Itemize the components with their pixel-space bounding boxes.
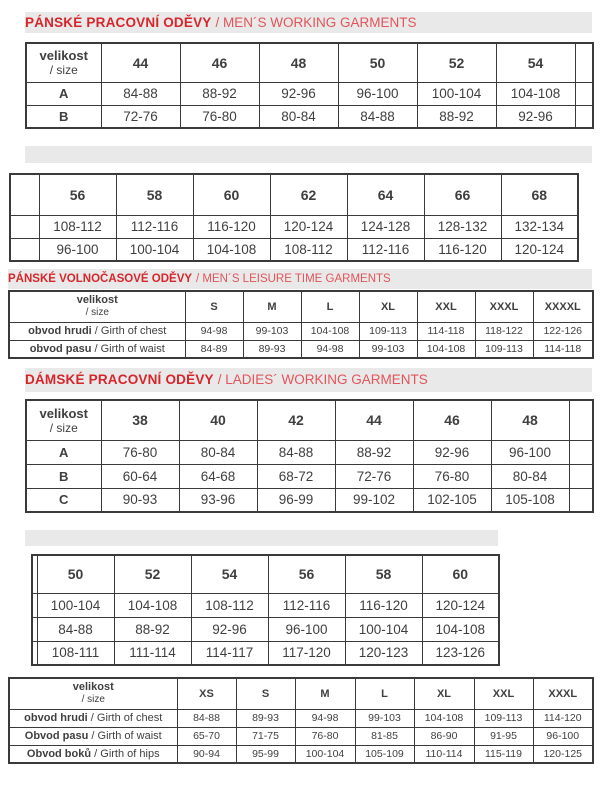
size-corner-cell	[26, 400, 101, 440]
value-cell: 76-80	[180, 105, 259, 128]
value-cell: 117-120	[268, 641, 345, 665]
size-header-cell: 54	[496, 43, 575, 82]
value-cell: 104-108	[114, 593, 191, 617]
size-header-cell: M	[295, 678, 355, 709]
size-corner-cell	[26, 43, 101, 82]
value-cell: 122-126	[533, 322, 593, 340]
row-label-cell: B	[26, 464, 101, 488]
value-cell: 99-102	[335, 488, 413, 512]
value-cell: 110-114	[414, 745, 474, 763]
size-header-cell: 56	[39, 174, 116, 215]
table-mens-leisure-sizes	[8, 290, 594, 359]
corner-label-english: / size	[85, 307, 109, 319]
value-cell: 100-104	[295, 745, 355, 763]
value-cell: 108-111	[37, 641, 114, 665]
size-header-cell: XL	[359, 291, 417, 322]
size-header-cell: 64	[347, 174, 424, 215]
value-cell: 94-98	[295, 709, 355, 727]
value-cell: 81-85	[355, 727, 414, 745]
clipped-column-cell	[569, 464, 593, 488]
value-cell: 80-84	[259, 105, 338, 128]
size-header-cell: XXL	[474, 678, 533, 709]
section-title-czech: PÁNSKÉ VOLNOČASOVÉ ODĚVY	[8, 273, 193, 285]
corner-label-english: / size	[49, 63, 78, 78]
table-row	[9, 709, 593, 727]
row-label-english: / Girth of waist	[88, 730, 162, 742]
value-cell: 96-99	[257, 488, 335, 512]
row-label-czech: Obvod pasu	[24, 730, 89, 742]
value-cell: 104-108	[417, 340, 475, 358]
size-header-cell: 52	[114, 555, 191, 593]
value-cell: 92-96	[259, 82, 338, 105]
corner-label-english: / size	[49, 420, 78, 435]
value-cell: 108-112	[39, 215, 116, 238]
size-header-cell: XXXL	[533, 678, 593, 709]
size-header-cell: 44	[335, 400, 413, 440]
size-header-cell: 66	[424, 174, 501, 215]
value-cell: 109-113	[359, 322, 417, 340]
value-cell: 94-98	[185, 322, 243, 340]
value-cell: 76-80	[413, 464, 491, 488]
corner-label-english: / size	[81, 694, 105, 706]
value-cell: 99-103	[359, 340, 417, 358]
value-cell: 68-72	[257, 464, 335, 488]
value-cell: 72-76	[335, 464, 413, 488]
size-header-cell: 46	[413, 400, 491, 440]
value-cell: 90-93	[101, 488, 179, 512]
value-cell: 84-88	[257, 440, 335, 464]
value-cell: 89-93	[236, 709, 295, 727]
value-cell: 88-92	[335, 440, 413, 464]
size-header-cell: 52	[417, 43, 496, 82]
row-label-english: / Girth of waist	[91, 342, 165, 355]
row-label-cell	[9, 322, 185, 340]
value-cell: 120-124	[270, 215, 347, 238]
size-header-cell: S	[185, 291, 243, 322]
row-label-cell	[9, 340, 185, 358]
size-header-cell: 44	[101, 43, 180, 82]
value-cell: 104-108	[193, 238, 270, 261]
table-row	[10, 238, 578, 261]
value-cell: 104-108	[301, 322, 359, 340]
value-cell: 89-93	[243, 340, 301, 358]
value-cell: 86-90	[414, 727, 474, 745]
value-cell: 109-113	[474, 709, 533, 727]
value-cell: 132-134	[501, 215, 578, 238]
value-cell: 112-116	[268, 593, 345, 617]
section-title-czech: DÁMSKÉ PRACOVNÍ ODĚVY	[25, 372, 214, 387]
row-label-cell: A	[26, 82, 101, 105]
value-cell: 116-120	[424, 238, 501, 261]
table-row	[32, 641, 499, 665]
size-header-cell: 58	[345, 555, 422, 593]
table-row	[10, 215, 578, 238]
size-corner-cell	[9, 291, 185, 322]
value-cell: 115-119	[474, 745, 533, 763]
value-cell: 120-124	[501, 238, 578, 261]
value-cell: 88-92	[417, 105, 496, 128]
value-cell: 114-118	[417, 322, 475, 340]
corner-label-czech: velikost	[39, 405, 88, 421]
size-header-cell: 48	[259, 43, 338, 82]
value-cell: 120-123	[345, 641, 422, 665]
value-cell: 108-112	[270, 238, 347, 261]
value-cell: 109-113	[475, 340, 533, 358]
value-cell: 96-100	[491, 440, 569, 464]
value-cell: 112-116	[116, 215, 193, 238]
section-title-mens-working	[25, 12, 592, 33]
table-ladies-working-sizes-50-60	[31, 554, 500, 666]
corner-label-czech: velikost	[39, 48, 88, 64]
clipped-column-cell	[575, 82, 593, 105]
section-title-mens-leisure	[8, 269, 592, 289]
value-cell: 60-64	[101, 464, 179, 488]
value-cell: 65-70	[177, 727, 236, 745]
value-cell: 114-120	[533, 709, 593, 727]
value-cell: 104-108	[414, 709, 474, 727]
section-band-continuation	[25, 530, 498, 546]
value-cell: 111-114	[114, 641, 191, 665]
size-header-cell: XXL	[417, 291, 475, 322]
table-row	[26, 488, 593, 512]
size-header-cell: 62	[270, 174, 347, 215]
clipped-column-cell	[569, 440, 593, 464]
value-cell: 124-128	[347, 215, 424, 238]
value-cell: 104-108	[496, 82, 575, 105]
table-row	[9, 745, 593, 763]
value-cell: 71-75	[236, 727, 295, 745]
value-cell: 93-96	[179, 488, 257, 512]
value-cell: 120-124	[422, 593, 499, 617]
section-title-english: / MEN´S WORKING GARMENTS	[215, 15, 417, 30]
value-cell: 76-80	[101, 440, 179, 464]
value-cell: 64-68	[179, 464, 257, 488]
size-header-cell: M	[243, 291, 301, 322]
value-cell: 96-100	[338, 82, 417, 105]
value-cell: 120-125	[533, 745, 593, 763]
value-cell: 100-104	[116, 238, 193, 261]
value-cell: 96-100	[39, 238, 116, 261]
section-title-english: / MEN´S LEISURE TIME GARMENTS	[196, 273, 391, 285]
value-cell: 88-92	[114, 617, 191, 641]
size-header-cell: XXXXL	[533, 291, 593, 322]
size-header-cell: L	[355, 678, 414, 709]
clipped-column-cell	[569, 400, 593, 440]
value-cell: 96-100	[533, 727, 593, 745]
value-cell: 84-88	[177, 709, 236, 727]
table-ladies-leisure-sizes	[8, 677, 594, 764]
row-label-cell: B	[26, 105, 101, 128]
table-mens-working-sizes-56-68	[9, 173, 579, 262]
row-label-cell	[9, 709, 177, 727]
value-cell: 100-104	[345, 617, 422, 641]
clipped-column-cell	[569, 488, 593, 512]
value-cell: 72-76	[101, 105, 180, 128]
value-cell: 100-104	[37, 593, 114, 617]
section-title-czech: PÁNSKÉ PRACOVNÍ ODĚVY	[25, 15, 212, 30]
table-row	[32, 617, 499, 641]
clipped-column-cell	[575, 105, 593, 128]
value-cell: 116-120	[345, 593, 422, 617]
size-header-cell: L	[301, 291, 359, 322]
row-label-english: / Girth of chest	[87, 712, 163, 724]
value-cell: 100-104	[417, 82, 496, 105]
section-band-continuation	[25, 146, 592, 163]
corner-label-czech: velikost	[76, 294, 118, 307]
value-cell: 118-122	[475, 322, 533, 340]
clipped-column-cell	[10, 215, 39, 238]
row-label-english: / Girth of hips	[91, 747, 160, 760]
table-row	[26, 440, 593, 464]
value-cell: 84-88	[37, 617, 114, 641]
value-cell: 92-96	[191, 617, 268, 641]
size-header-cell: 50	[37, 555, 114, 593]
value-cell: 108-112	[191, 593, 268, 617]
value-cell: 102-105	[413, 488, 491, 512]
size-header-cell: XS	[177, 678, 236, 709]
value-cell: 99-103	[355, 709, 414, 727]
row-label-czech: obvod hrudi	[24, 712, 88, 724]
table-row	[32, 593, 499, 617]
value-cell: 80-84	[179, 440, 257, 464]
size-header-cell: 50	[338, 43, 417, 82]
row-label-english: / Girth of chest	[91, 325, 167, 337]
size-header-cell: XL	[414, 678, 474, 709]
size-corner-cell	[9, 678, 177, 709]
size-header-cell: S	[236, 678, 295, 709]
value-cell: 84-88	[101, 82, 180, 105]
size-header-cell: 54	[191, 555, 268, 593]
row-label-cell: C	[26, 488, 101, 512]
clipped-column-cell	[10, 238, 39, 261]
value-cell: 99-103	[243, 322, 301, 340]
size-header-cell: 42	[257, 400, 335, 440]
table-row	[9, 727, 593, 745]
value-cell: 95-99	[236, 745, 295, 763]
value-cell: 105-108	[491, 488, 569, 512]
table-row	[9, 322, 593, 340]
clipped-column-cell	[10, 174, 39, 215]
size-header-cell: 40	[179, 400, 257, 440]
row-label-cell: A	[26, 440, 101, 464]
value-cell: 112-116	[347, 238, 424, 261]
row-label-czech: obvod pasu	[29, 342, 92, 355]
table-row	[26, 464, 593, 488]
row-label-cell	[9, 745, 177, 763]
value-cell: 123-126	[422, 641, 499, 665]
row-label-cell	[9, 727, 177, 745]
table-row	[26, 82, 593, 105]
size-header-cell: 60	[422, 555, 499, 593]
size-header-cell: 46	[180, 43, 259, 82]
value-cell: 84-88	[338, 105, 417, 128]
value-cell: 80-84	[491, 464, 569, 488]
value-cell: 76-80	[295, 727, 355, 745]
size-header-cell: 58	[116, 174, 193, 215]
size-header-cell: XXXL	[475, 291, 533, 322]
value-cell: 105-109	[355, 745, 414, 763]
size-header-cell: 56	[268, 555, 345, 593]
table-ladies-working-sizes-38-48	[25, 399, 594, 513]
value-cell: 128-132	[424, 215, 501, 238]
value-cell: 90-94	[177, 745, 236, 763]
row-label-czech: Obvod boků	[26, 747, 92, 760]
size-header-cell: 68	[501, 174, 578, 215]
value-cell: 114-117	[191, 641, 268, 665]
clipped-column-cell	[575, 43, 593, 82]
value-cell: 96-100	[268, 617, 345, 641]
size-header-cell: 38	[101, 400, 179, 440]
size-header-cell: 60	[193, 174, 270, 215]
value-cell: 114-118	[533, 340, 593, 358]
value-cell: 92-96	[496, 105, 575, 128]
table-mens-working-sizes-44-54	[25, 42, 594, 129]
value-cell: 94-98	[301, 340, 359, 358]
size-header-cell: 48	[491, 400, 569, 440]
row-label-czech: obvod hrudi	[28, 325, 92, 337]
corner-label-czech: velikost	[72, 681, 114, 694]
section-title-ladies-working	[25, 368, 592, 392]
value-cell: 88-92	[180, 82, 259, 105]
value-cell: 91-95	[474, 727, 533, 745]
value-cell: 84-89	[185, 340, 243, 358]
value-cell: 92-96	[413, 440, 491, 464]
section-title-english: / LADIES´ WORKING GARMENTS	[217, 372, 428, 387]
table-row	[9, 340, 593, 358]
value-cell: 104-108	[422, 617, 499, 641]
table-row	[26, 105, 593, 128]
value-cell: 116-120	[193, 215, 270, 238]
